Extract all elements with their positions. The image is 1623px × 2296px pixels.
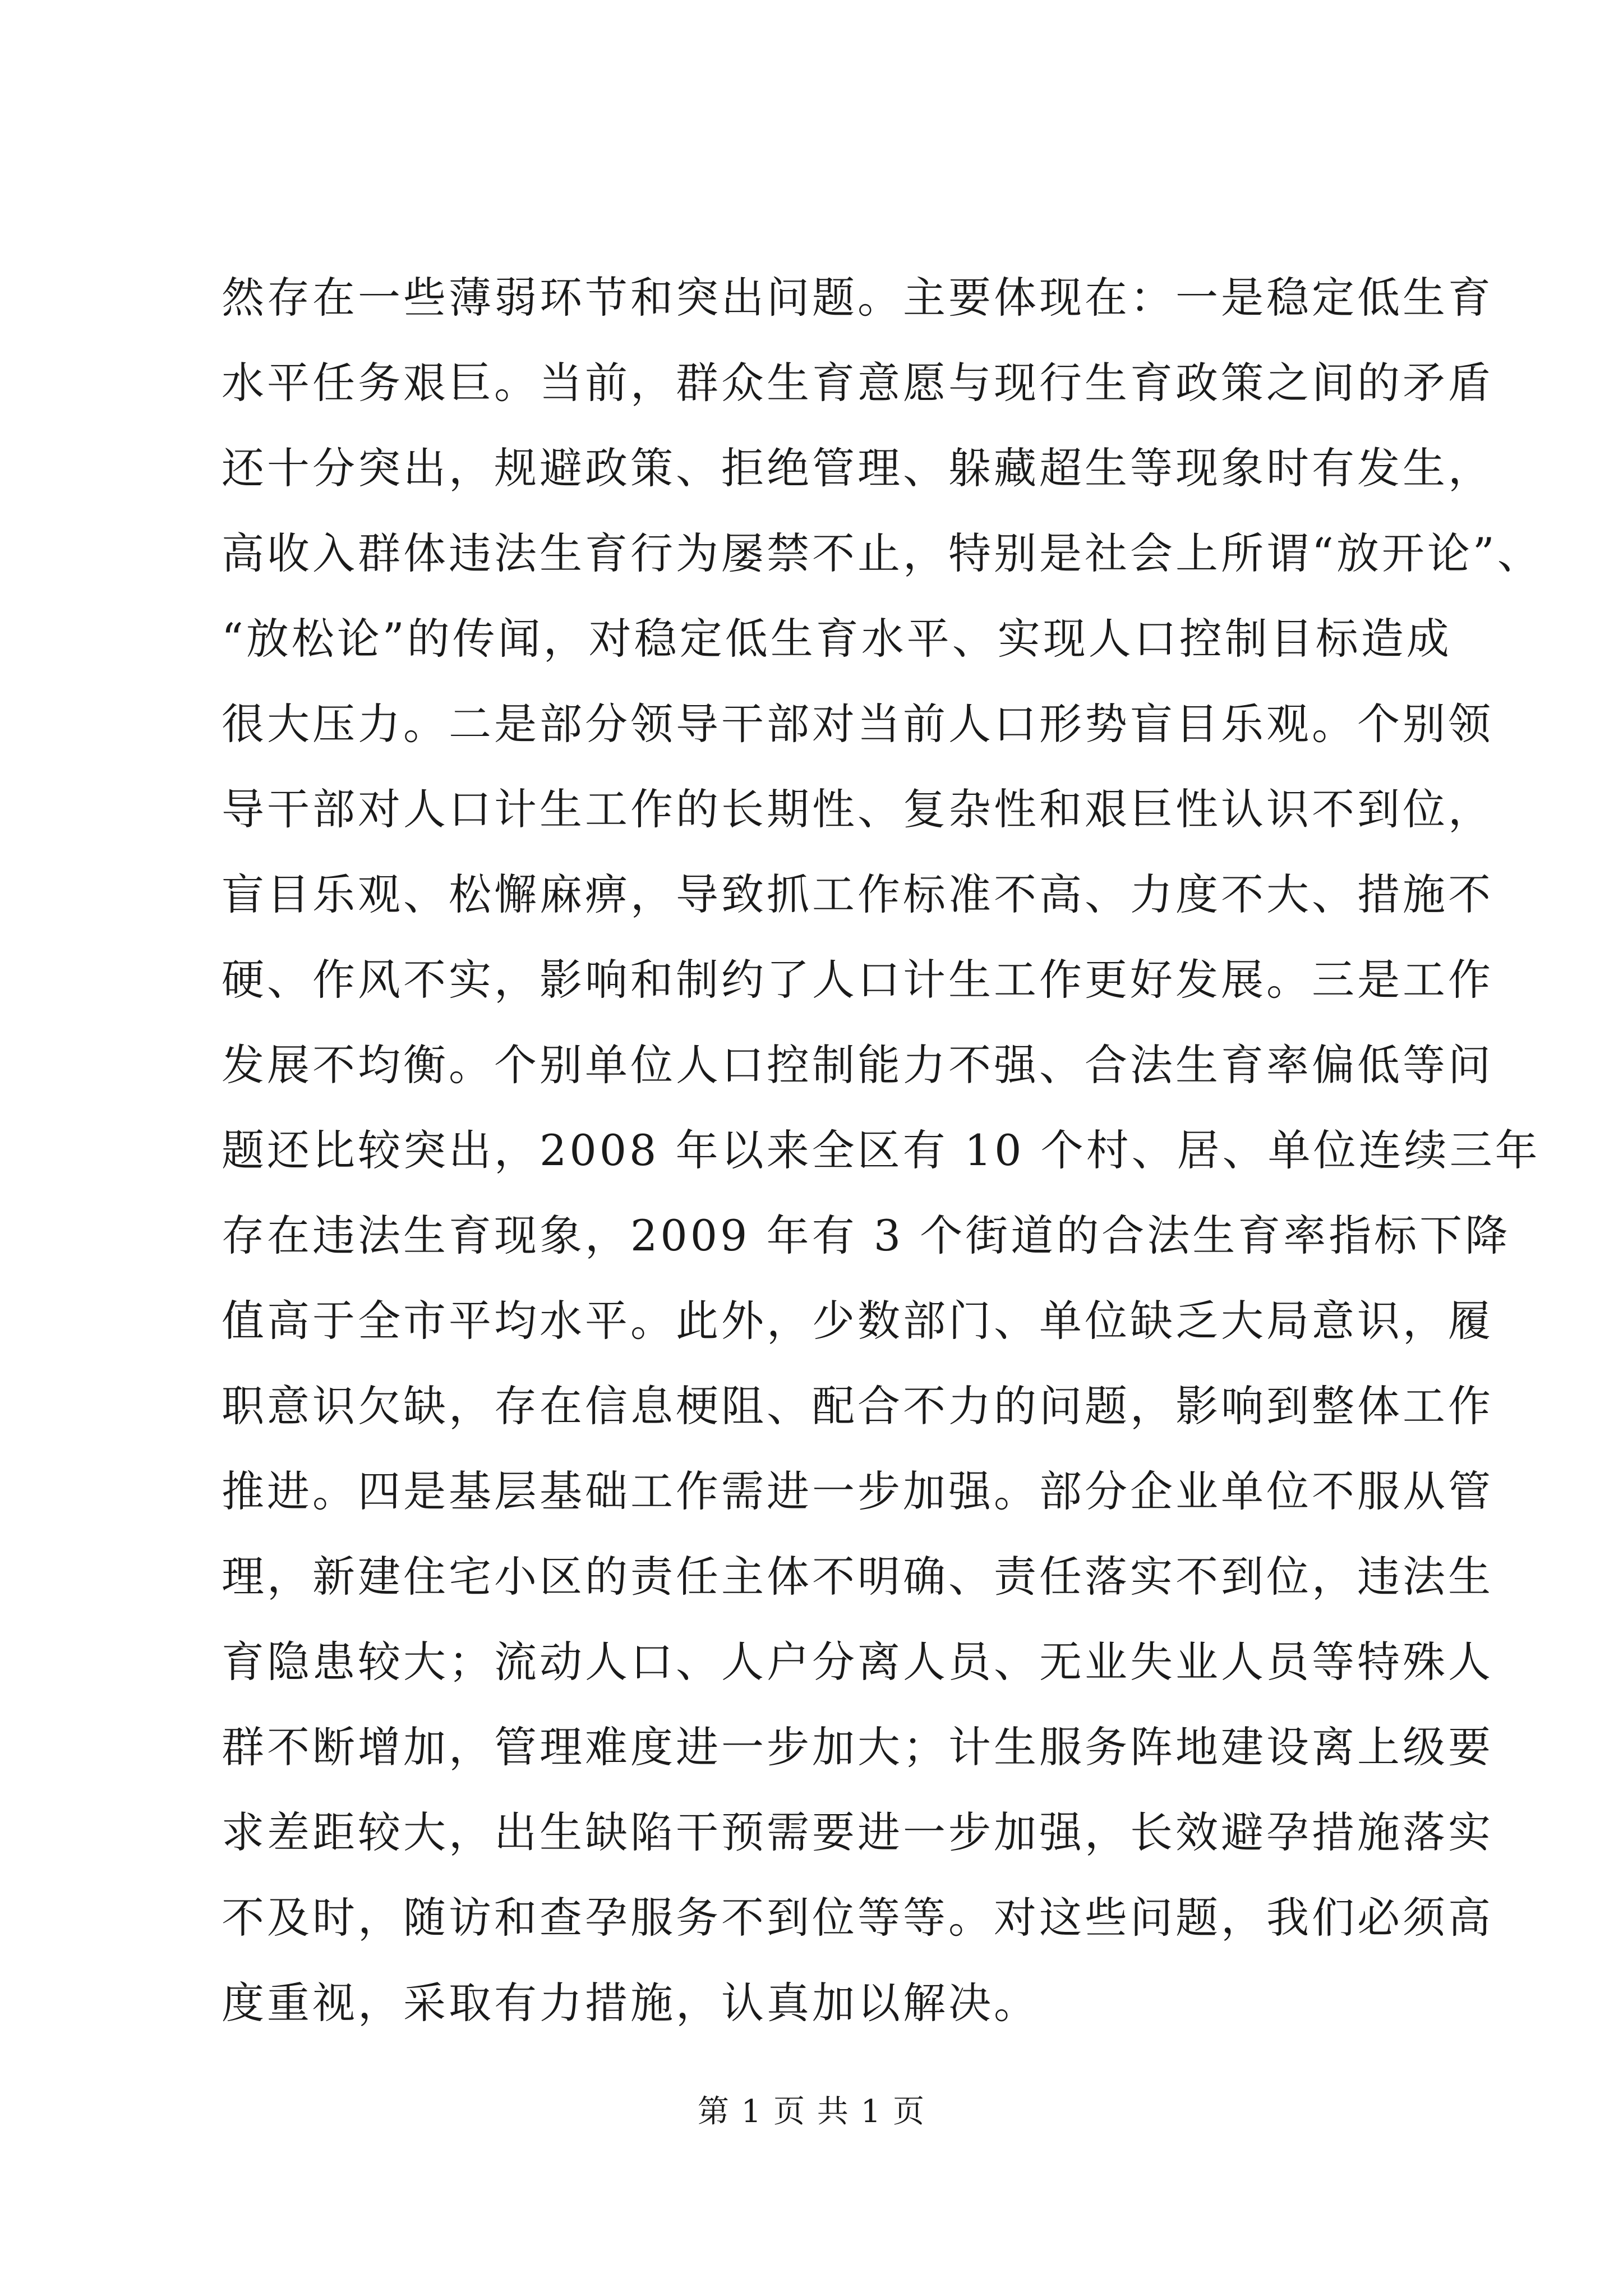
page-number-footer: 第 1 页 共 1 页 <box>697 2093 926 2130</box>
text-line: 高收入群体违法生育行为屡禁不止，特别是社会上所谓“放开论”、 <box>222 528 1543 578</box>
text-line: 发展不均衡。个别单位人口控制能力不强、合法生育率偏低等问 <box>222 1040 1493 1090</box>
text-line: 求差距较大，出生缺陷干预需要进一步加强，长效避孕措施落实 <box>222 1807 1493 1857</box>
text-line: 盲目乐观、松懈麻痹，导致抓工作标准不高、力度不大、措施不 <box>222 869 1493 919</box>
text-line: 不及时，随访和查孕服务不到位等等。对这些问题，我们必须高 <box>222 1893 1493 1943</box>
text-line: 还十分突出，规避政策、拒绝管理、躲藏超生等现象时有发生， <box>222 443 1493 493</box>
text-line: 职意识欠缺，存在信息梗阻、配合不力的问题，影响到整体工作 <box>222 1381 1493 1431</box>
text-line: 育隐患较大；流动人口、人户分离人员、无业失业人员等特殊人 <box>222 1637 1493 1687</box>
text-line: 理，新建住宅小区的责任主体不明确、责任落实不到位，违法生 <box>222 1552 1493 1602</box>
text-line: 存在违法生育现象，2009 年有 3 个街道的合法生育率指标下降 <box>222 1211 1511 1260</box>
text-line-last: 度重视，采取有力措施，认真加以解决。 <box>222 1978 1039 2028</box>
text-line: 群不断增加，管理难度进一步加大；计生服务阵地建设离上级要 <box>222 1722 1493 1772</box>
body-paragraph <box>222 255 1543 2046</box>
text-line: 导干部对人口计生工作的长期性、复杂性和艰巨性认识不到位， <box>222 784 1493 834</box>
text-line: 题还比较突出，2008 年以来全区有 10 个村、居、单位连续三年 <box>222 1125 1541 1175</box>
text-line: 很大压力。二是部分领导干部对当前人口形势盲目乐观。个别领 <box>222 699 1493 749</box>
text-line: 推进。四是基层基础工作需进一步加强。部分企业单位不服从管 <box>222 1466 1493 1516</box>
text-line: 水平任务艰巨。当前，群众生育意愿与现行生育政策之间的矛盾 <box>222 358 1493 408</box>
text-line: 硬、作风不实，影响和制约了人口计生工作更好发展。三是工作 <box>222 955 1493 1005</box>
text-line: “放松论”的传闻，对稳定低生育水平、实现人口控制目标造成 <box>222 614 1452 664</box>
text-line: 然存在一些薄弱环节和突出问题。主要体现在：一是稳定低生育 <box>222 273 1493 323</box>
text-line: 值高于全市平均水平。此外，少数部门、单位缺乏大局意识，履 <box>222 1296 1493 1346</box>
